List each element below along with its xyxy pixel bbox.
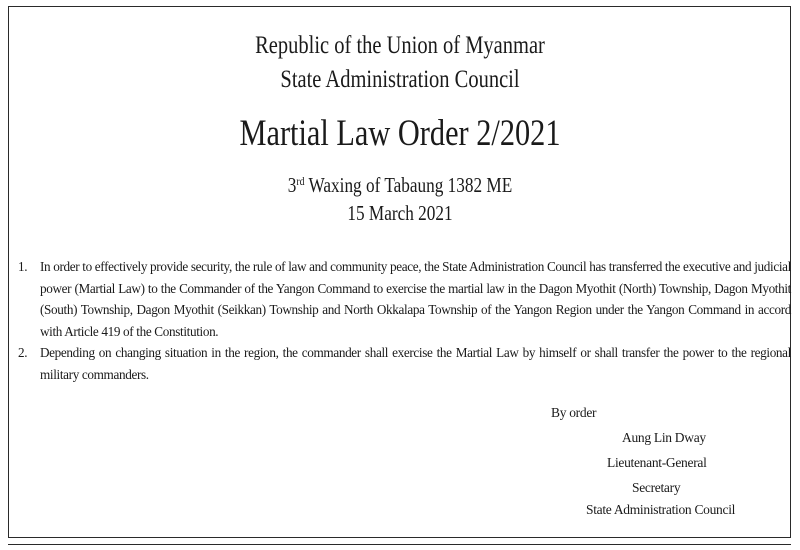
order-item	[18, 256, 793, 342]
lunar-date	[72, 172, 728, 198]
item-text: In order to effectively provide security, the rule of law and community peace, the State Administration Council has transferred the executive and judicial power (Martial Law) to the Commander of the Yangon Command to exercise the martial law in the Dagon Myothit (North) Township, Dagon Myothit (South) Township, Dagon Myothit (Seikkan) Township and North Okkalapa Township of the Yangon Region under the Yangon Command in accord with Article 419 of the Constitution.	[40, 259, 791, 339]
gregorian-date: 15 March 2021	[347, 201, 453, 225]
signatory-name: Aung Lin Dway	[622, 430, 706, 445]
order-title: Martial Law Order 2/2021	[239, 113, 561, 154]
by-order-label: By order	[551, 405, 597, 420]
item-text: Depending on changing situation in the region, the commander shall exercise the Martial Law by himself or shall transfer the power to the regional military commanders.	[40, 345, 791, 382]
bottom-divider	[8, 544, 791, 545]
lunar-date-rest: Waxing of Tabaung 1382 ME	[304, 173, 513, 197]
item-number: 1.	[18, 259, 28, 274]
signatory-title: Secretary	[632, 480, 681, 495]
council-heading: State Administration Council	[280, 66, 520, 93]
signatory-organization: State Administration Council	[586, 502, 736, 517]
order-items	[18, 256, 793, 386]
item-number: 2.	[18, 345, 28, 361]
lunar-date-suffix: rd	[296, 174, 305, 188]
lunar-date-ordinal: 3	[287, 173, 297, 197]
republic-heading: Republic of the Union of Myanmar	[255, 32, 545, 59]
order-item	[18, 342, 793, 385]
signatory-rank: Lieutenant-General	[607, 455, 707, 470]
